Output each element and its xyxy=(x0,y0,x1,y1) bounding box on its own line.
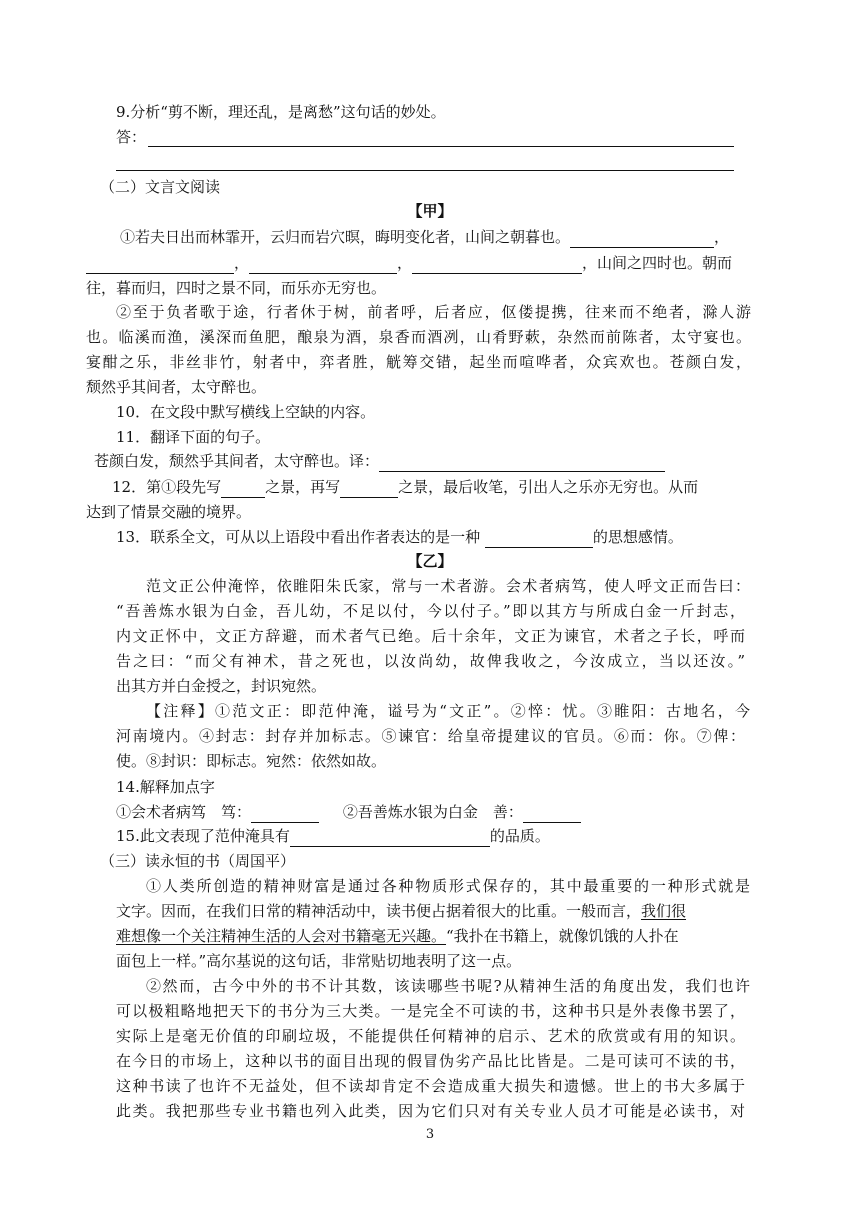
q12-blank-1[interactable] xyxy=(221,480,265,498)
jia-p2-line3: 宴酣之乐，非丝非竹，射者中，弈者胜，觥筹交错，起坐而喧哗者，众宾欢也。苍颜白发， xyxy=(86,353,751,371)
s3-p2-line4: 在今日的市场上，这种以书的面目出现的假冒伪劣产品比比皆是。二是可读可不读的书， xyxy=(116,1052,745,1070)
page-number: 3 xyxy=(425,1127,435,1142)
q15-blank[interactable] xyxy=(290,829,490,847)
jia-p1-line2 xyxy=(86,252,732,274)
note-line3: 使。⑧封识：即标志。宛然：依然如故。 xyxy=(116,752,387,770)
yi-line1: 范文正公仲淹悴，依睢阳朱氏家，常与一术者游。会术者病笃，使人呼文正而告曰： xyxy=(146,577,750,595)
jia-p2-line2: 也。临溪而渔，溪深而鱼肥，酿泉为酒，泉香而酒冽，山肴野蔌，杂然而前陈者，太守宴也。 xyxy=(86,328,751,346)
note-line1: 【注释】①范文正：即范仲淹，谥号为“文正”。②悴：忧。③睢阳：古地名，今 xyxy=(146,702,750,720)
jia-p1-text: ①若夫日出而林霏开，云归而岩穴暝，晦明变化者，山间之朝暮也。 xyxy=(120,228,571,246)
q12-text-a: 12．第①段先写 xyxy=(112,478,222,496)
s3-p2-line5: 这种书读了也许不无益处，但不读却肯定不会造成重大损失和遗憾。世上的书大多属于 xyxy=(116,1077,745,1095)
comma: ， xyxy=(714,228,730,246)
q14-item-2: ②吾善炼水银为白金 善： xyxy=(342,803,523,821)
jia-p1-text2: ，山间之四时也。朝而 xyxy=(582,254,733,272)
s3-p1-line2-text: 文字。因而，在我们日常的精神活动中，读书便占据着很大的比重。一般而言， xyxy=(116,902,642,920)
q12-blank-2[interactable] xyxy=(340,480,398,498)
jia-p2-line1: ②至于负者歌于途，行者休于树，前者呼，后者应，伛偻提携，往来而不绝者，滁人游 xyxy=(116,303,751,321)
question-14: 14.解释加点字 xyxy=(116,778,215,796)
s3-p1-line2 xyxy=(116,900,686,922)
jia-p1-line1 xyxy=(120,226,729,248)
s3-p2-line2: 可以极粗略地把天下的书分为三大类。一是完全不可读的书，这种书只是外表像书罢了， xyxy=(116,1002,745,1020)
question-10: 10．在文段中默写横线上空缺的内容。 xyxy=(116,403,376,421)
q9-answer-label: 答： xyxy=(116,128,147,146)
yi-line3: 内文正怀中，文正方辞避，而术者气已绝。后十余年，文正为谏官，术者之子长，呼而 xyxy=(116,627,745,645)
jia-heading: 【甲】 xyxy=(407,202,453,220)
jia-p1-line3: 往，暮而归，四时之景不同，而乐亦无穷也。 xyxy=(86,279,387,297)
q13-text-b: 的思想感情。 xyxy=(592,528,683,546)
question-15 xyxy=(116,825,550,847)
s3-p1-line3 xyxy=(116,925,679,947)
s3-p1-line3-text: “我扑在书籍上，就像饥饿的人扑在 xyxy=(446,927,679,945)
question-13 xyxy=(116,526,683,548)
answer-line-1[interactable] xyxy=(148,146,734,147)
q13-text-a: 13．联系全文，可从以上语段中看出作者表达的是一种 xyxy=(116,528,481,546)
s3-p2-line1: ②然而，古今中外的书不计其数，该读哪些书呢?从精神生活的角度出发，我们也许 xyxy=(146,977,750,995)
question-12-line2: 达到了情景交融的境界。 xyxy=(86,503,252,521)
s3-p1-line4: 面包上一样。”高尔基说的这句话，非常贴切地表明了这一点。 xyxy=(116,952,522,970)
s3-p1-line1: ①人类所创造的精神财富是通过各种物质形式保存的，其中最重要的一种形式就是 xyxy=(146,877,750,895)
section-3-title: （三）读永恒的书（周国平） xyxy=(100,852,296,870)
blank-2[interactable] xyxy=(86,256,234,274)
blank-3[interactable] xyxy=(249,256,397,274)
q15-text-b: 的品质。 xyxy=(489,827,550,845)
q12-text-c: 之景，最后收笔，引出人之乐亦无穷也。从而 xyxy=(398,478,699,496)
s3-p1-underlined-a: 我们很 xyxy=(641,902,687,920)
q15-text-a: 15.此文表现了范仲淹具有 xyxy=(116,827,290,845)
q12-text-b: 之景，再写 xyxy=(265,478,341,496)
q14-item-1: ①会术者病笃 笃： xyxy=(116,803,252,821)
comma: ， xyxy=(234,254,250,272)
answer-line-2[interactable] xyxy=(116,170,734,171)
yi-line5: 出其方并白金授之，封识宛然。 xyxy=(116,677,327,695)
s3-p2-line6: 此类。我把那些专业书籍也列入此类，因为它们只对有关专业人员才可能是必读书，对 xyxy=(116,1102,745,1120)
question-14-items xyxy=(116,801,581,823)
q13-blank[interactable] xyxy=(485,530,593,548)
yi-heading: 【乙】 xyxy=(407,552,453,570)
blank-4[interactable] xyxy=(412,256,582,274)
question-11: 11．翻译下面的句子。 xyxy=(116,428,271,446)
q9-question: 9.分析“剪不断，理还乱，是离愁”这句话的妙处。 xyxy=(116,103,446,121)
s3-p1-underlined-b: 难想像一个关注精神生活的人会对书籍毫无兴趣。 xyxy=(116,927,447,945)
q14-blank-2[interactable] xyxy=(523,805,581,823)
q11-answer-blank[interactable] xyxy=(379,454,665,472)
yi-line4: 告之曰：“而父有神术，昔之死也，以汝尚幼，故俾我收之，今汝成立，当以还汝。” xyxy=(116,652,745,670)
comma: ， xyxy=(397,254,413,272)
question-12 xyxy=(112,476,698,498)
q11-sentence-text: 苍颜白发，颓然乎其间者，太守醉也。译： xyxy=(94,452,380,470)
q14-blank-1[interactable] xyxy=(251,805,319,823)
section-2-title: （二）文言文阅读 xyxy=(100,178,221,196)
s3-p2-line3: 实际上是毫无价值的印刷垃圾，不能提供任何精神的启示、艺术的欣赏或有用的知识。 xyxy=(116,1027,745,1045)
blank-1[interactable] xyxy=(570,230,714,248)
note-line2: 河南境内。④封志：封存并加标志。⑤谏官：给皇帝提建议的官员。⑥而：你。⑦俾： xyxy=(116,727,745,745)
jia-p2-line4: 颓然乎其间者，太守醉也。 xyxy=(86,378,267,396)
question-11-sentence xyxy=(94,450,665,472)
yi-line2: “吾善炼水银为白金，吾儿幼，不足以付，今以付子。”即以其方与所成白金一斤封志， xyxy=(116,602,745,620)
